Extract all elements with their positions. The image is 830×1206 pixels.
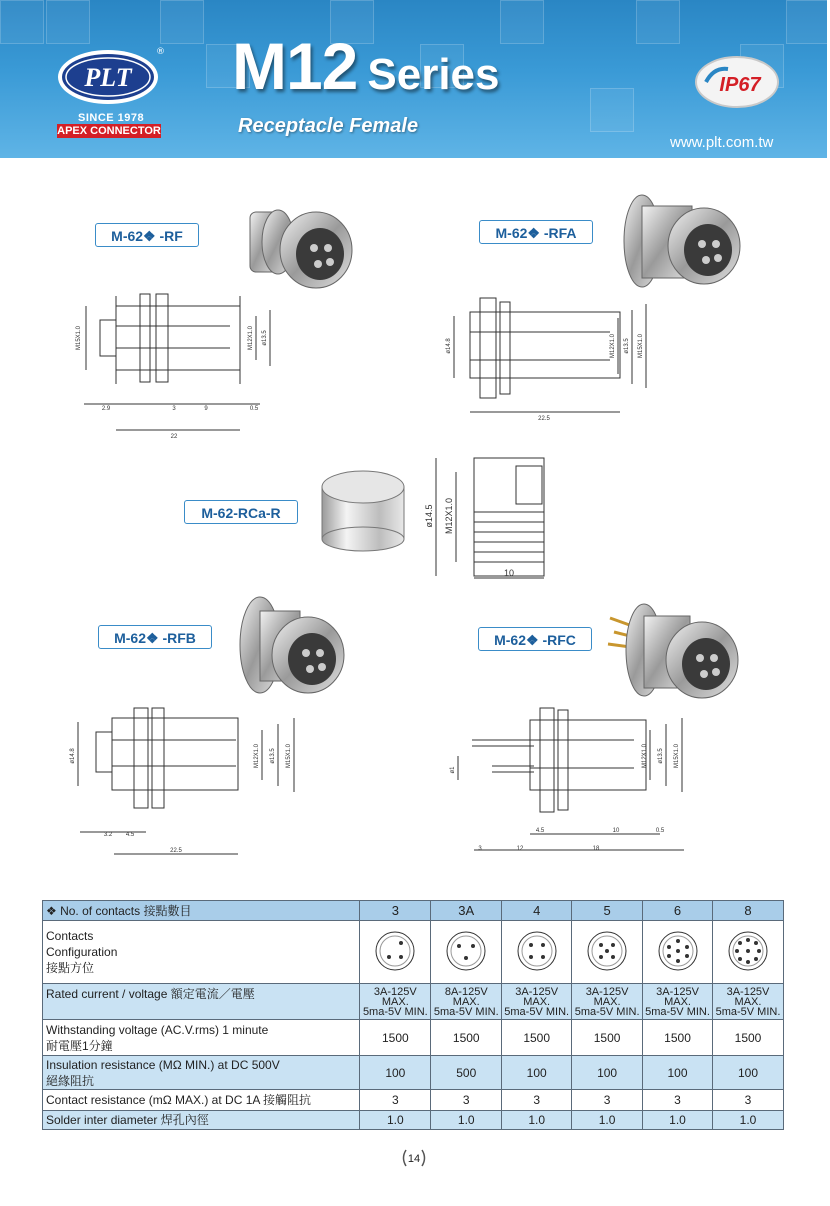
configuration-label	[43, 921, 360, 984]
contact-resistance-6: 3	[643, 1090, 713, 1111]
rated-3a-min: 5ma-5V MIN.	[433, 1005, 499, 1018]
rfb-dim-phi13-5: ø13.5	[270, 748, 276, 764]
rf-product-photo	[238, 190, 358, 296]
rfc-dim-0-5: 0.5	[655, 828, 665, 834]
header-pattern-tile	[0, 0, 44, 44]
contacts-header-4: 4	[502, 901, 572, 921]
rated-3a	[431, 984, 502, 1020]
rfa-dim-phi13-5: ø13.5	[624, 338, 630, 354]
contact-resistance-5: 3	[572, 1090, 643, 1111]
table-header-row	[43, 901, 784, 921]
pin-diagram-3-icon	[373, 929, 417, 973]
plt-logo	[56, 47, 165, 106]
page-number-text: 14	[407, 1153, 421, 1165]
solder-3a: 1.0	[431, 1111, 502, 1130]
contacts-header-6: 6	[643, 901, 713, 921]
configuration-label-line1: Contacts	[46, 929, 94, 943]
pin-config-3a	[431, 921, 502, 984]
header-pattern-tile	[160, 0, 204, 44]
rfa-dim-m15: M15X1.0	[638, 333, 644, 359]
contact-resistance-label: Contact resistance (mΩ MAX.) at DC 1A 接觸阻抗	[43, 1090, 360, 1111]
solder-8: 1.0	[712, 1111, 783, 1130]
rated-4-max: 3A-125V MAX.	[515, 985, 559, 1008]
rf-dim-m12: M12X1.0	[248, 325, 254, 351]
configuration-label-line3: 接點方位	[46, 961, 95, 975]
rated-6	[643, 984, 713, 1020]
table-row-insulation	[43, 1056, 784, 1090]
rfc-dim-12: 12	[516, 846, 524, 852]
withstanding-label-line1: Withstanding voltage (AC.V.rms) 1 minute	[46, 1022, 269, 1037]
model-label-rfa: M-62❖ -RFA	[479, 220, 593, 244]
rfc-dim-m12: M12X1.0	[642, 743, 648, 769]
rf-dim-0-5: 0.5	[249, 406, 259, 412]
rf-dim-3: 3	[172, 406, 176, 412]
rca-dim-10: 10	[503, 568, 515, 578]
solder-5: 1.0	[572, 1111, 643, 1130]
model-label-rca: M-62-RCa-R	[184, 500, 298, 524]
rated-8-max: 3A-125V MAX.	[726, 985, 770, 1008]
header-pattern-tile	[786, 0, 830, 44]
table-row-configuration	[43, 921, 784, 984]
series-title	[232, 28, 500, 104]
rfc-dim-phi13-5: ø13.5	[658, 748, 664, 764]
table-row-solder	[43, 1111, 784, 1130]
table-row-withstanding	[43, 1020, 784, 1056]
rfb-dim-phi14-8: ø14.8	[70, 748, 76, 764]
rfa-dim-m12: M12X1.0	[610, 333, 616, 359]
table-row-rated	[43, 984, 784, 1020]
header-pattern-tile	[590, 88, 634, 132]
rfb-technical-drawing	[66, 700, 316, 860]
rated-label: Rated current / voltage 額定電流／電壓	[43, 984, 360, 1020]
withstanding-3: 1500	[360, 1020, 431, 1056]
contact-resistance-3: 3	[360, 1090, 431, 1111]
rated-5	[572, 984, 643, 1020]
pin-diagram-5-icon	[585, 929, 629, 973]
series-title-main: M12	[232, 29, 358, 103]
rfc-dim-4-5: 4.5	[535, 828, 545, 834]
rated-8	[712, 984, 783, 1020]
page-number	[400, 1146, 428, 1170]
pin-diagram-8-icon	[726, 929, 770, 973]
rfa-dim-phi14-8: ø14.8	[446, 338, 452, 354]
model-label-rf: M-62❖ -RF	[95, 223, 199, 247]
rated-6-max: 3A-125V MAX.	[656, 985, 699, 1008]
series-subtitle: Receptacle Female	[238, 115, 419, 137]
pin-config-3	[360, 921, 431, 984]
rfc-product-photo	[604, 598, 754, 708]
rfc-technical-drawing	[444, 700, 704, 860]
ip67-text: IP67	[719, 74, 761, 96]
rca-dim-phi14-5: ø14.5	[424, 504, 434, 528]
rfc-dim-phi1: ø1	[450, 766, 456, 774]
insulation-label-line1: Insulation resistance (MΩ MIN.) at DC 500V	[46, 1057, 280, 1072]
withstanding-5: 1500	[572, 1020, 643, 1056]
insulation-3a: 500	[431, 1056, 502, 1090]
rfa-dim-22-5: 22.5	[538, 416, 550, 422]
rfc-dim-m15: M15X1.0	[674, 743, 680, 769]
contact-resistance-4: 3	[502, 1090, 572, 1111]
pin-diagram-6-icon	[656, 929, 700, 973]
rf-dim-9: 9	[204, 406, 208, 412]
solder-3: 1.0	[360, 1111, 431, 1130]
contacts-header-3: 3	[360, 901, 431, 921]
contacts-header-5: 5	[572, 901, 643, 921]
withstanding-label-line2: 耐電壓1分鐘	[46, 1038, 113, 1053]
insulation-5: 100	[572, 1056, 643, 1090]
rated-3-max: 3A-125V MAX.	[373, 985, 417, 1008]
insulation-label	[43, 1056, 360, 1090]
insulation-3: 100	[360, 1056, 431, 1090]
withstanding-6: 1500	[643, 1020, 713, 1056]
rated-5-min: 5ma-5V MIN.	[574, 1005, 640, 1018]
withstanding-3a: 1500	[431, 1020, 502, 1056]
rated-3-min: 5ma-5V MIN.	[362, 1005, 428, 1018]
website-url[interactable]: www.plt.com.tw	[670, 134, 774, 151]
withstanding-label	[43, 1020, 360, 1056]
withstanding-8: 1500	[712, 1020, 783, 1056]
solder-6: 1.0	[643, 1111, 713, 1130]
solder-label: Solder inter diameter 焊孔內徑	[43, 1111, 360, 1130]
rated-3	[360, 984, 431, 1020]
model-label-rfc: M-62❖ -RFC	[478, 627, 592, 651]
pin-config-8	[712, 921, 783, 984]
solder-4: 1.0	[502, 1111, 572, 1130]
rfa-technical-drawing	[440, 288, 660, 428]
rfc-dim-3: 3	[478, 846, 482, 852]
insulation-6: 100	[643, 1056, 713, 1090]
rf-technical-drawing	[70, 286, 280, 446]
svg-text:®: ®	[156, 47, 165, 57]
rated-3a-max: 8A-125V MAX.	[444, 985, 488, 1008]
rfb-dim-4-5: 4.5	[125, 832, 135, 838]
rca-cap-photo	[316, 465, 412, 555]
header-pattern-tile	[500, 0, 544, 44]
since-text: SINCE 1978	[78, 112, 145, 124]
contact-resistance-3a: 3	[431, 1090, 502, 1111]
rfb-dim-3-2: 3.2	[103, 832, 113, 838]
rated-5-max: 3A-125V MAX.	[585, 985, 629, 1008]
rated-4-min: 5ma-5V MIN.	[504, 1005, 570, 1018]
model-label-rfb: M-62❖ -RFB	[98, 625, 212, 649]
rfb-product-photo	[222, 593, 352, 703]
rated-4	[502, 984, 572, 1020]
pin-diagram-3a-icon	[444, 929, 488, 973]
ip67-badge	[694, 55, 780, 109]
rated-8-min: 5ma-5V MIN.	[715, 1005, 781, 1018]
rf-dim-m15: M15X1.0	[76, 325, 82, 351]
company-name: APEX CONNECTOR	[57, 125, 161, 137]
pin-config-5	[572, 921, 643, 984]
rfb-dim-m15: M15X1.0	[286, 743, 292, 769]
rca-dim-m12: M12X1.0	[444, 497, 454, 535]
pin-diagram-4-icon	[515, 929, 559, 973]
rfb-dim-22-5: 22.5	[170, 848, 182, 854]
rfc-dim-10: 10	[612, 828, 620, 834]
spec-table	[42, 900, 784, 1130]
contacts-header-8: 8	[712, 901, 783, 921]
series-title-series: Series	[367, 50, 500, 99]
rca-technical-drawing	[422, 452, 552, 584]
contacts-header-3a: 3A	[431, 901, 502, 921]
withstanding-4: 1500	[502, 1020, 572, 1056]
logo-text: PLT	[84, 63, 132, 92]
table-row-contact-resistance	[43, 1090, 784, 1111]
rfa-product-photo	[612, 186, 752, 296]
insulation-label-line2: 絕緣阻抗	[46, 1073, 95, 1088]
contact-resistance-8: 3	[712, 1090, 783, 1111]
configuration-label-line2: Configuration	[46, 945, 118, 959]
header-pattern-tile	[636, 0, 680, 44]
rfc-dim-18: 18	[592, 846, 600, 852]
contacts-header-label: ❖ No. of contacts 接點數目	[43, 901, 360, 921]
pin-config-4	[502, 921, 572, 984]
rfb-dim-m12: M12X1.0	[254, 743, 260, 769]
rf-dim-2-9: 2.9	[101, 406, 111, 412]
insulation-4: 100	[502, 1056, 572, 1090]
page-header	[0, 0, 827, 158]
rf-dim-22: 22	[170, 434, 178, 440]
pin-config-6	[643, 921, 713, 984]
rated-6-min: 5ma-5V MIN.	[645, 1005, 710, 1018]
rf-dim-phi13-5: ø13.5	[262, 330, 268, 346]
insulation-8: 100	[712, 1056, 783, 1090]
header-pattern-tile	[46, 0, 90, 44]
